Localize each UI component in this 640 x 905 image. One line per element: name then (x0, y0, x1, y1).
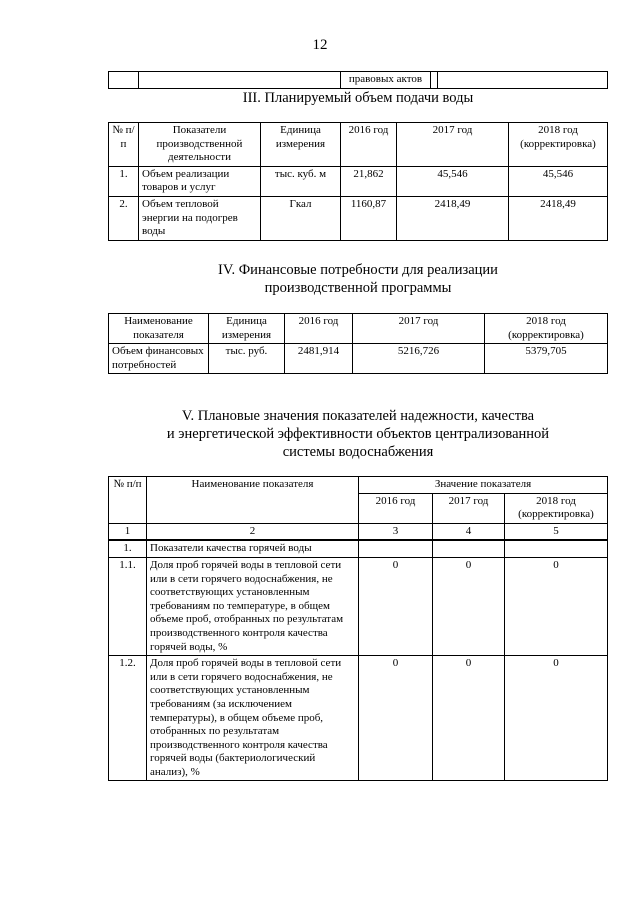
group-row (109, 540, 608, 557)
column-number: 1 (109, 523, 147, 540)
row-unit: тыс. куб. м (261, 166, 341, 196)
row-2016: 2481,914 (285, 344, 353, 374)
row-2016: 0 (359, 656, 433, 781)
table-cell (359, 540, 433, 557)
table-row (109, 557, 608, 655)
column-numbers-row (109, 523, 608, 540)
table-row (109, 344, 608, 374)
row-unit: Гкал (261, 196, 341, 240)
header-2017: 2017 год (353, 314, 485, 344)
header-indicator-name: Наименование показателя (109, 314, 209, 344)
column-number: 3 (359, 523, 433, 540)
table-cell (109, 72, 139, 89)
row-2017: 5216,726 (353, 344, 485, 374)
header-num: № п/п (109, 123, 139, 167)
table-row (109, 72, 608, 89)
header-2018: 2018 год (корректировка) (505, 493, 608, 523)
page-number: 12 (312, 37, 328, 53)
table-header-row (109, 123, 608, 167)
row-2017: 45,546 (397, 166, 509, 196)
continuation-text: правовых актов (341, 72, 431, 89)
row-2018: 5379,705 (485, 344, 608, 374)
row-2018: 45,546 (509, 166, 608, 196)
column-number: 2 (147, 523, 359, 540)
row-name: Показатели качества горячей воды (147, 540, 359, 557)
section-5-title-line-2: и энергетической эффективности объектов централизованной (166, 426, 550, 442)
row-2018: 0 (505, 557, 608, 655)
table-cell (431, 72, 438, 89)
table-cell (433, 540, 505, 557)
table-row (109, 166, 608, 196)
header-2018: 2018 год (корректировка) (509, 123, 608, 167)
header-2018: 2018 год (корректировка) (485, 314, 608, 344)
row-2016: 0 (359, 557, 433, 655)
table-header-row (109, 314, 608, 344)
header-num: № п/п (109, 477, 147, 524)
table-cell (505, 540, 608, 557)
header-2016: 2016 год (341, 123, 397, 167)
row-num: 1.1. (109, 557, 147, 655)
table-row (109, 656, 608, 781)
row-num: 1. (109, 540, 147, 557)
row-unit: тыс. руб. (209, 344, 285, 374)
table-cell (139, 72, 341, 89)
header-2016: 2016 год (359, 493, 433, 523)
row-name: Доля проб горячей воды в тепловой сети или в сети горячего водоснабжения, не соответствующих установленным требованиям по температуре, в общем объеме проб, отобранных по результатам производственного контроля качества горячей воды, % (147, 557, 359, 655)
column-number: 4 (433, 523, 505, 540)
header-indicator: Показатели производственной деятельности (139, 123, 261, 167)
header-indicator-name: Наименование показателя (147, 477, 359, 524)
section-5-title-line-1: V. Плановые значения показателей надежности, качества (181, 408, 535, 424)
header-2017: 2017 год (433, 493, 505, 523)
table-cell (438, 72, 608, 89)
row-num: 2. (109, 196, 139, 240)
header-value-group: Значение показателя (359, 477, 608, 494)
water-supply-table (108, 122, 608, 241)
column-number: 5 (505, 523, 608, 540)
section-3-title: III. Планируемый объем подачи воды (242, 90, 474, 106)
row-2018: 2418,49 (509, 196, 608, 240)
header-unit: Единица измерения (261, 123, 341, 167)
row-name: Объем тепловой энергии на подогрев воды (139, 196, 261, 240)
header-unit: Единица измерения (209, 314, 285, 344)
row-name: Доля проб горячей воды в тепловой сети или в сети горячего водоснабжения, не соответствующих установленным требованиям (за исключением температуры), в общем объеме проб, отобранных по результатам производственного контроля качества горячей воды (бактериологический анализ), % (147, 656, 359, 781)
section-5-title-line-3: системы водоснабжения (282, 444, 434, 460)
reliability-indicators-table (108, 476, 608, 781)
row-2017: 0 (433, 557, 505, 655)
row-num: 1. (109, 166, 139, 196)
row-name: Объем реализации товаров и услуг (139, 166, 261, 196)
table-header-row (109, 477, 608, 494)
section-4-title-line-1: IV. Финансовые потребности для реализации (218, 262, 498, 278)
financial-needs-table (108, 313, 608, 374)
row-2016: 1160,87 (341, 196, 397, 240)
row-name: Объем финансовых потребностей (109, 344, 209, 374)
section-4-title-line-2: производственной программы (264, 280, 452, 296)
row-2018: 0 (505, 656, 608, 781)
row-2016: 21,862 (341, 166, 397, 196)
row-num: 1.2. (109, 656, 147, 781)
continuation-table (108, 71, 608, 89)
row-2017: 0 (433, 656, 505, 781)
header-2016: 2016 год (285, 314, 353, 344)
table-row (109, 196, 608, 240)
row-2017: 2418,49 (397, 196, 509, 240)
header-2017: 2017 год (397, 123, 509, 167)
